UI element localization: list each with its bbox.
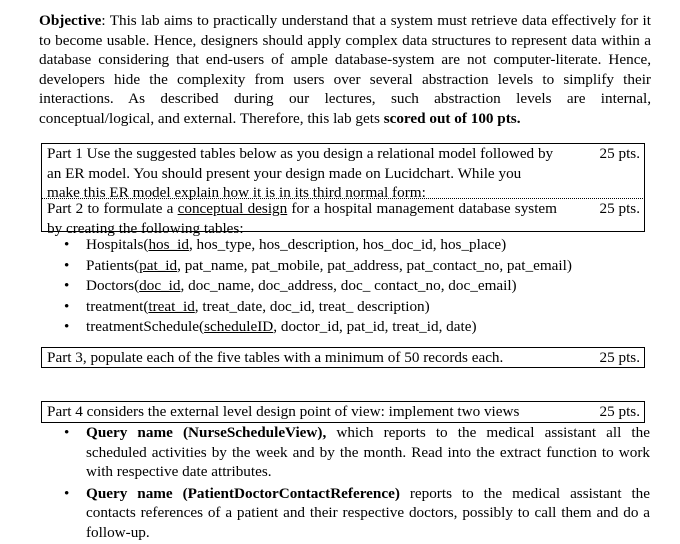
table-attributes: , pat_name, pat_mobile, pat_address, pat_contact_no, pat_email) <box>177 256 572 274</box>
part4-points: 25 pts. <box>599 403 640 420</box>
query-list <box>62 423 650 544</box>
query-title: Query name (NurseScheduleView), <box>86 424 327 441</box>
table-name: treatment( <box>86 297 149 315</box>
table-name: Patients( <box>86 256 140 274</box>
objective-paragraph <box>39 11 651 128</box>
objective-score: scored out of 100 pts. <box>383 109 521 127</box>
part1-box <box>41 143 645 199</box>
part3-points: 25 pts. <box>599 349 640 366</box>
part4-text: Part 4 considers the external level design point of view: implement two views <box>47 403 520 420</box>
part1-text: Part 1 Use the suggested tables below as you design a relational model followed by an ER model. You should present your design made on Lucidchart. While you make this ER model explain how it is in its third normal form: <box>47 145 554 201</box>
table-primary-key: pat_id <box>139 256 178 274</box>
part2-box <box>41 199 645 237</box>
table-primary-key: treat_id <box>148 297 195 315</box>
part2-points: 25 pts. <box>599 200 640 217</box>
table-name: Doctors( <box>86 277 140 294</box>
table-name: Hospitals( <box>86 236 149 253</box>
part2-text-after: for a hospital management database system by creating the following tables: <box>47 200 557 237</box>
objective-body: : This lab aims to practically understand that a system must retrieve data effectively for it to become usable. Hence, designers should apply complex data structures to represent data within a database considering that end-users of ample database-system are not computer-literate. Hence, developers hide the complexity from users over several abstraction levels to simplify their interactions. As described during our lectures, such abstraction levels are internal, conceptual/logical, and external. Therefore, this lab gets <box>39 12 651 127</box>
bullet-icon: • <box>64 424 70 441</box>
list-item <box>62 484 650 543</box>
table-attributes: , treat_date, doc_id, treat_ description) <box>194 297 430 315</box>
list-item <box>62 423 650 482</box>
part3-text: Part 3, populate each of the five tables with a minimum of 50 records each. <box>47 349 504 366</box>
table-attributes: , hos_type, hos_description, hos_doc_id, hos_place) <box>188 236 507 253</box>
part2-text-before: Part 2 to formulate a <box>47 200 178 217</box>
list-item <box>62 297 572 318</box>
part1-points: 25 pts. <box>599 145 640 162</box>
part2-underlined-term: conceptual design <box>177 200 288 217</box>
list-item <box>62 276 572 297</box>
bullet-icon: • <box>64 318 70 335</box>
query-description: which reports to the medical assistant all the scheduled activities by the week and by the month. Read into the extract function to work with respective date attributes. <box>86 424 650 480</box>
table-attributes: , doc_name, doc_address, doc_ contact_no, doc_email) <box>180 277 517 294</box>
table-primary-key: scheduleID <box>204 318 274 335</box>
table-primary-key: doc_id <box>139 277 181 294</box>
objective-label: Objective <box>39 12 102 29</box>
part4-box <box>41 401 645 423</box>
list-item <box>62 235 572 256</box>
query-description: reports to the medical assistant the contacts references of a patient and their respective doctors, possibly to call them and do a follow-up. <box>86 484 650 541</box>
part3-box <box>41 347 645 368</box>
bullet-icon: • <box>64 236 70 253</box>
table-name: treatmentSchedule( <box>86 318 205 335</box>
bullet-icon: • <box>64 297 70 315</box>
query-title: Query name (PatientDoctorContactReference) <box>86 484 400 502</box>
table-attributes: , doctor_id, pat_id, treat_id, date) <box>273 318 477 335</box>
bullet-icon: • <box>64 484 70 502</box>
list-item <box>62 256 572 277</box>
bullet-icon: • <box>64 256 70 274</box>
table-list <box>62 235 572 338</box>
part2-text <box>47 199 557 238</box>
list-item <box>62 317 572 338</box>
bullet-icon: • <box>64 277 70 294</box>
table-primary-key: hos_id <box>148 236 189 253</box>
